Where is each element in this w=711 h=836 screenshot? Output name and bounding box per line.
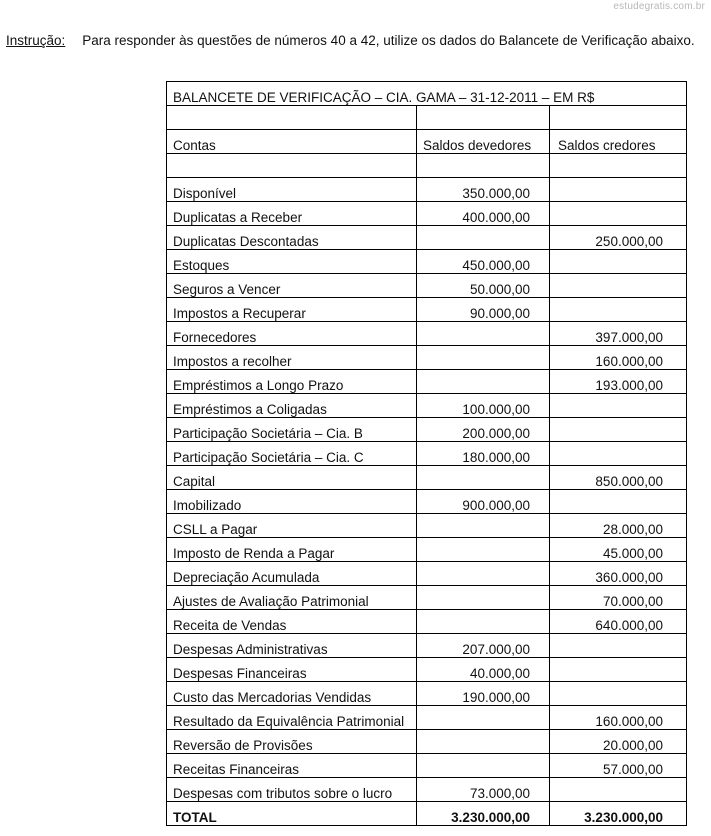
table-row: [167, 610, 687, 634]
account-name-cell: Duplicatas Descontadas: [167, 226, 417, 250]
table-row: [167, 298, 687, 322]
account-name-cell: Resultado da Equivalência Patrimonial: [167, 706, 417, 730]
table-row: [167, 370, 687, 394]
credit-balance-cell: 57.000,00: [550, 754, 687, 778]
credit-balance-cell: 28.000,00: [550, 514, 687, 538]
account-name-cell: Despesas Administrativas: [167, 634, 417, 658]
table-row: [167, 778, 687, 802]
table-row: [167, 178, 687, 202]
credit-balance-cell: [550, 658, 687, 682]
debit-balance-cell: 180.000,00: [417, 442, 550, 466]
credit-balance-cell: 250.000,00: [550, 226, 687, 250]
account-name-cell: Impostos a Recuperar: [167, 298, 417, 322]
debit-balance-cell: [417, 370, 550, 394]
table-row: [167, 202, 687, 226]
table-row: [167, 754, 687, 778]
account-name-cell: Estoques: [167, 250, 417, 274]
empty-cell: [167, 154, 417, 178]
credit-balance-cell: [550, 298, 687, 322]
credit-balance-cell: [550, 682, 687, 706]
account-name-cell: Empréstimos a Longo Prazo: [167, 370, 417, 394]
debit-balance-cell: 400.000,00: [417, 202, 550, 226]
table-row: [167, 682, 687, 706]
account-name-cell: Fornecedores: [167, 322, 417, 346]
watermark: estudegratis.com.br: [613, 1, 705, 12]
debit-balance-cell: [417, 226, 550, 250]
total-row: [167, 802, 687, 826]
credit-balance-cell: [550, 418, 687, 442]
account-name-cell: Custo das Mercadorias Vendidas: [167, 682, 417, 706]
table-row: [167, 250, 687, 274]
debit-balance-cell: 90.000,00: [417, 298, 550, 322]
debit-balance-cell: 100.000,00: [417, 394, 550, 418]
account-name-cell: Receita de Vendas: [167, 610, 417, 634]
account-name-cell: Participação Societária – Cia. B: [167, 418, 417, 442]
debit-balance-cell: 50.000,00: [417, 274, 550, 298]
debit-balance-cell: [417, 346, 550, 370]
table-row: [167, 442, 687, 466]
table-row: [167, 394, 687, 418]
instruction-label: Instrução:: [6, 33, 66, 48]
table-row: [167, 490, 687, 514]
credit-balance-cell: [550, 394, 687, 418]
instruction-text: Para responder às questões de números 40 a 42, utilize os dados do Balancete de Verificação abaixo.: [82, 33, 695, 48]
credit-balance-cell: [550, 178, 687, 202]
header-contas: Contas: [167, 130, 417, 154]
account-name-cell: Impostos a recolher: [167, 346, 417, 370]
empty-cell: [417, 106, 550, 130]
empty-cell: [417, 154, 550, 178]
empty-cell: [167, 106, 417, 130]
title-row: [167, 82, 687, 106]
debit-balance-cell: 73.000,00: [417, 778, 550, 802]
table-row: [167, 634, 687, 658]
credit-balance-cell: 160.000,00: [550, 706, 687, 730]
credit-balance-cell: 45.000,00: [550, 538, 687, 562]
debit-balance-cell: 200.000,00: [417, 418, 550, 442]
debit-balance-cell: 40.000,00: [417, 658, 550, 682]
spacer-row: [167, 154, 687, 178]
account-name-cell: Empréstimos a Coligadas: [167, 394, 417, 418]
debit-balance-cell: [417, 562, 550, 586]
debit-balance-cell: [417, 610, 550, 634]
account-name-cell: Receitas Financeiras: [167, 754, 417, 778]
account-name-cell: Imobilizado: [167, 490, 417, 514]
table-row: [167, 466, 687, 490]
account-name-cell: Despesas com tributos sobre o lucro: [167, 778, 417, 802]
debit-balance-cell: 350.000,00: [417, 178, 550, 202]
debit-balance-cell: [417, 706, 550, 730]
total-label: TOTAL: [167, 802, 417, 826]
credit-balance-cell: 640.000,00: [550, 610, 687, 634]
debit-balance-cell: [417, 586, 550, 610]
table-row: [167, 226, 687, 250]
credit-balance-cell: [550, 778, 687, 802]
table-row: [167, 514, 687, 538]
account-name-cell: Despesas Financeiras: [167, 658, 417, 682]
empty-cell: [550, 106, 687, 130]
debit-balance-cell: [417, 538, 550, 562]
header-row: [167, 130, 687, 154]
credit-balance-cell: 360.000,00: [550, 562, 687, 586]
total-credit: 3.230.000,00: [550, 802, 687, 826]
instruction: [6, 33, 695, 48]
empty-cell: [550, 154, 687, 178]
table-row: [167, 706, 687, 730]
account-name-cell: Seguros a Vencer: [167, 274, 417, 298]
table-row: [167, 658, 687, 682]
table-row: [167, 346, 687, 370]
credit-balance-cell: 160.000,00: [550, 346, 687, 370]
credit-balance-cell: 397.000,00: [550, 322, 687, 346]
table-row: [167, 562, 687, 586]
debit-balance-cell: 190.000,00: [417, 682, 550, 706]
account-name-cell: Reversão de Provisões: [167, 730, 417, 754]
credit-balance-cell: [550, 202, 687, 226]
credit-balance-cell: [550, 274, 687, 298]
credit-balance-cell: 850.000,00: [550, 466, 687, 490]
table-row: [167, 586, 687, 610]
account-name-cell: CSLL a Pagar: [167, 514, 417, 538]
header-saldos-devedores: Saldos devedores: [417, 130, 550, 154]
table-row: [167, 538, 687, 562]
account-name-cell: Participação Societária – Cia. C: [167, 442, 417, 466]
credit-balance-cell: 193.000,00: [550, 370, 687, 394]
credit-balance-cell: [550, 634, 687, 658]
spacer-row: [167, 106, 687, 130]
account-name-cell: Capital: [167, 466, 417, 490]
total-debit: 3.230.000,00: [417, 802, 550, 826]
credit-balance-cell: 20.000,00: [550, 730, 687, 754]
credit-balance-cell: [550, 442, 687, 466]
debit-balance-cell: [417, 730, 550, 754]
table-row: [167, 730, 687, 754]
debit-balance-cell: [417, 514, 550, 538]
account-name-cell: Ajustes de Avaliação Patrimonial: [167, 586, 417, 610]
account-name-cell: Duplicatas a Receber: [167, 202, 417, 226]
table-row: [167, 274, 687, 298]
debit-balance-cell: 450.000,00: [417, 250, 550, 274]
account-name-cell: Depreciação Acumulada: [167, 562, 417, 586]
debit-balance-cell: [417, 322, 550, 346]
table-row: [167, 418, 687, 442]
credit-balance-cell: [550, 490, 687, 514]
debit-balance-cell: 900.000,00: [417, 490, 550, 514]
table-title: BALANCETE DE VERIFICAÇÃO – CIA. GAMA – 31-12-2011 – EM R$: [167, 82, 687, 106]
credit-balance-cell: [550, 250, 687, 274]
table-row: [167, 322, 687, 346]
account-name-cell: Disponível: [167, 178, 417, 202]
credit-balance-cell: 70.000,00: [550, 586, 687, 610]
debit-balance-cell: [417, 466, 550, 490]
debit-balance-cell: [417, 754, 550, 778]
debit-balance-cell: 207.000,00: [417, 634, 550, 658]
balancete-table: [166, 81, 687, 826]
header-saldos-credores: Saldos credores: [550, 130, 687, 154]
account-name-cell: Imposto de Renda a Pagar: [167, 538, 417, 562]
